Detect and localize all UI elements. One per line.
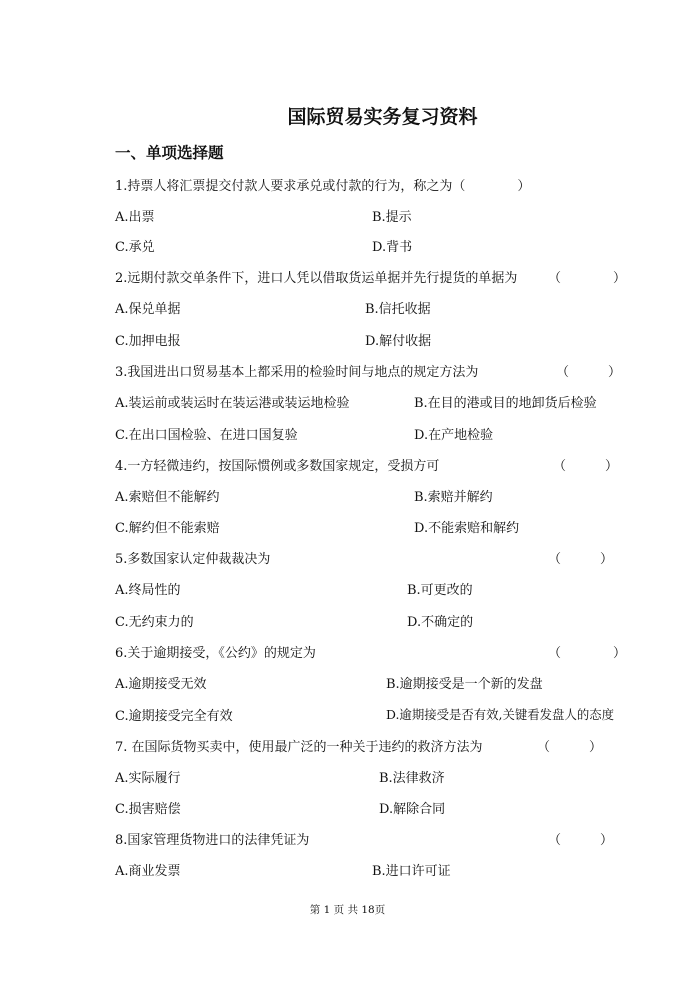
question-3: 3.我国进出口贸易基本上都采用的检验时间与地点的规定方法为	[115, 365, 479, 380]
q1-option-a: A.出票	[115, 210, 155, 225]
question-5: 5.多数国家认定仲裁裁决为	[115, 552, 271, 567]
q4-answer-paren: （ ）	[553, 459, 619, 474]
q6-option-b: B.逾期接受是一个新的发盘	[386, 677, 543, 692]
document-title: 国际贸易实务复习资料	[287, 106, 478, 128]
question-6: 6.关于逾期接受，《公约》的规定为	[115, 646, 316, 661]
q7-option-b: B.法律救济	[379, 771, 445, 786]
question-1: 1.持票人将汇票提交付款人要求承兑或付款的行为，称之为（ ）	[115, 179, 531, 194]
q7-answer-paren: （ ）	[537, 740, 603, 755]
q2-answer-paren: （ ）	[548, 271, 627, 286]
q6-option-c: C.逾期接受完全有效	[115, 709, 233, 724]
q3-option-b: B.在目的港或目的地卸货后检验	[414, 396, 597, 411]
q2-option-c: C.加押电报	[115, 334, 181, 349]
q6-option-d: D.逾期接受是否有效,关键看发盘人的态度	[386, 707, 615, 722]
q6-answer-paren: （ ）	[548, 646, 627, 661]
question-7: 7. 在国际货物买卖中，使用最广泛的一种关于违约的救济方法为	[115, 740, 483, 755]
q4-option-a: A.索赔但不能解约	[115, 490, 220, 505]
q2-option-b: B.信托收据	[365, 302, 431, 317]
q2-option-a: A.保兑单据	[115, 302, 181, 317]
q5-option-a: A.终局性的	[115, 583, 181, 598]
q8-answer-paren: （ ）	[548, 833, 614, 848]
q6-option-a: A.逾期接受无效	[115, 677, 207, 692]
q1-option-b: B.提示	[372, 210, 412, 225]
question-8: 8.国家管理货物进口的法律凭证为	[115, 833, 310, 848]
q2-option-d: D.解付收据	[365, 334, 432, 349]
q8-option-a: A.商业发票	[115, 864, 181, 879]
q3-answer-paren: （ ）	[556, 365, 622, 380]
q8-option-b: B.进口许可证	[372, 864, 451, 879]
q4-option-d: D.不能索赔和解约	[414, 521, 520, 536]
q4-option-c: C.解约但不能索赔	[115, 521, 220, 536]
q1-option-d: D.背书	[372, 240, 413, 255]
question-2: 2.远期付款交单条件下，进口人凭以借取货运单据并先行提货的单据为	[115, 271, 518, 286]
q7-option-a: A.实际履行	[115, 771, 181, 786]
q7-option-d: D.解除合同	[379, 802, 446, 817]
q5-answer-paren: （ ）	[548, 552, 614, 567]
q4-option-b: B.索赔并解约	[414, 490, 493, 505]
q3-option-a: A.装运前或装运时在装运港或装运地检验	[115, 396, 350, 411]
q5-option-d: D.不确定的	[407, 615, 474, 630]
section-heading: 一、单项选择题	[115, 144, 224, 162]
question-4: 4.一方轻微违约，按国际惯例或多数国家规定，受损方可	[115, 459, 440, 474]
q5-option-c: C.无约束力的	[115, 615, 194, 630]
q7-option-c: C.损害赔偿	[115, 802, 181, 817]
q3-option-d: D.在产地检验	[414, 428, 494, 443]
q5-option-b: B.可更改的	[407, 583, 473, 598]
page-footer: 第 1 页 共 18页	[309, 904, 386, 916]
q1-option-c: C.承兑	[115, 240, 155, 255]
q3-option-c: C.在出口国检验、在进口国复验	[115, 428, 298, 443]
